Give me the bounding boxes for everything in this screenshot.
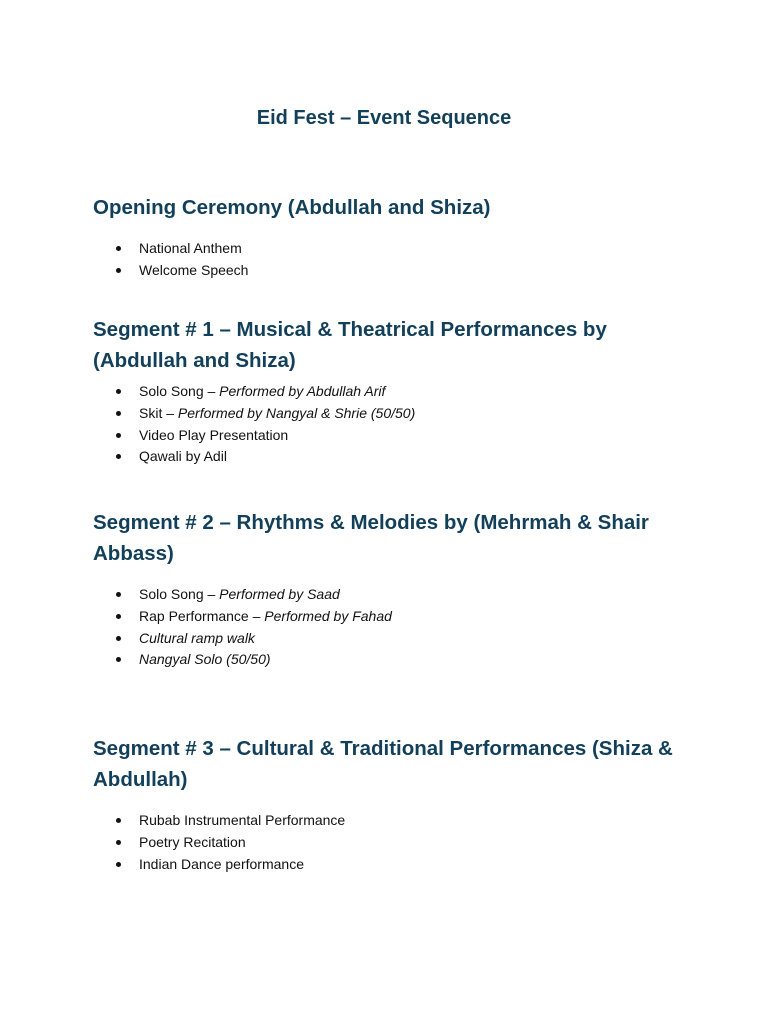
bullet-icon	[116, 411, 121, 416]
list-item	[93, 403, 673, 425]
bullet-icon	[116, 862, 121, 867]
list-item	[93, 628, 673, 650]
item-italic-text: Performed by Nangyal & Shrie (50/50)	[177, 404, 416, 421]
list-item	[93, 584, 673, 606]
list-item	[93, 832, 673, 854]
item-text: Qawali by Adil	[139, 448, 227, 465]
item-italic-text: Performed by Saad	[219, 586, 340, 602]
item-text: National Anthem	[139, 240, 242, 256]
item-text: Video Play Presentation	[139, 426, 289, 443]
list-item	[93, 446, 673, 468]
bullet-icon	[116, 268, 121, 273]
section-segment-1	[93, 314, 673, 468]
section-heading: Segment # 1 – Musical & Theatrical Performances by (Abdullah and Shiza)	[93, 318, 607, 372]
item-text: Poetry Recitation	[139, 833, 246, 850]
item-text: Rubab Instrumental Performance	[139, 812, 346, 828]
bullet-icon	[116, 454, 121, 459]
item-list	[93, 381, 673, 468]
section-heading: Segment # 2 – Rhythms & Melodies by (Mehrmah & Shair Abbass)	[93, 511, 649, 565]
bullet-icon	[116, 389, 121, 394]
bullet-icon	[116, 592, 121, 597]
item-text: Indian Dance performance	[139, 855, 304, 872]
item-text: Skit –	[139, 404, 178, 421]
list-item	[93, 854, 673, 876]
item-italic-text: Performed by Fahad	[264, 607, 392, 624]
document-title: Eid Fest – Event Sequence	[256, 107, 512, 129]
item-italic-text: Nangyal Solo (50/50)	[139, 651, 271, 668]
bullet-icon	[116, 818, 121, 823]
section-segment-3	[93, 733, 673, 875]
list-item	[93, 425, 673, 447]
section-heading: Segment # 3 – Cultural & Traditional Performances (Shiza & Abdullah)	[93, 737, 673, 791]
bullet-icon	[116, 433, 121, 438]
item-text: Solo Song –	[139, 586, 220, 602]
item-list	[93, 238, 673, 282]
list-item	[93, 260, 673, 282]
list-item	[93, 238, 673, 260]
list-item	[93, 606, 673, 628]
item-text: Rap Performance –	[139, 607, 265, 624]
bullet-icon	[116, 840, 121, 845]
item-italic-text: Performed by Abdullah Arif	[219, 383, 386, 399]
bullet-icon	[116, 246, 121, 251]
bullet-icon	[116, 657, 121, 662]
item-italic-text: Cultural ramp walk	[139, 629, 255, 646]
section-segment-2	[93, 507, 673, 671]
section-heading: Opening Ceremony (Abdullah and Shiza)	[93, 196, 491, 219]
list-item	[93, 381, 673, 403]
bullet-icon	[116, 614, 121, 619]
item-text: Welcome Speech	[139, 261, 249, 278]
list-item	[93, 649, 673, 671]
item-list	[93, 584, 673, 671]
list-item	[93, 810, 673, 832]
item-text: Solo Song –	[139, 383, 220, 399]
section-opening-ceremony	[93, 192, 673, 282]
bullet-icon	[116, 636, 121, 641]
item-list	[93, 810, 673, 875]
